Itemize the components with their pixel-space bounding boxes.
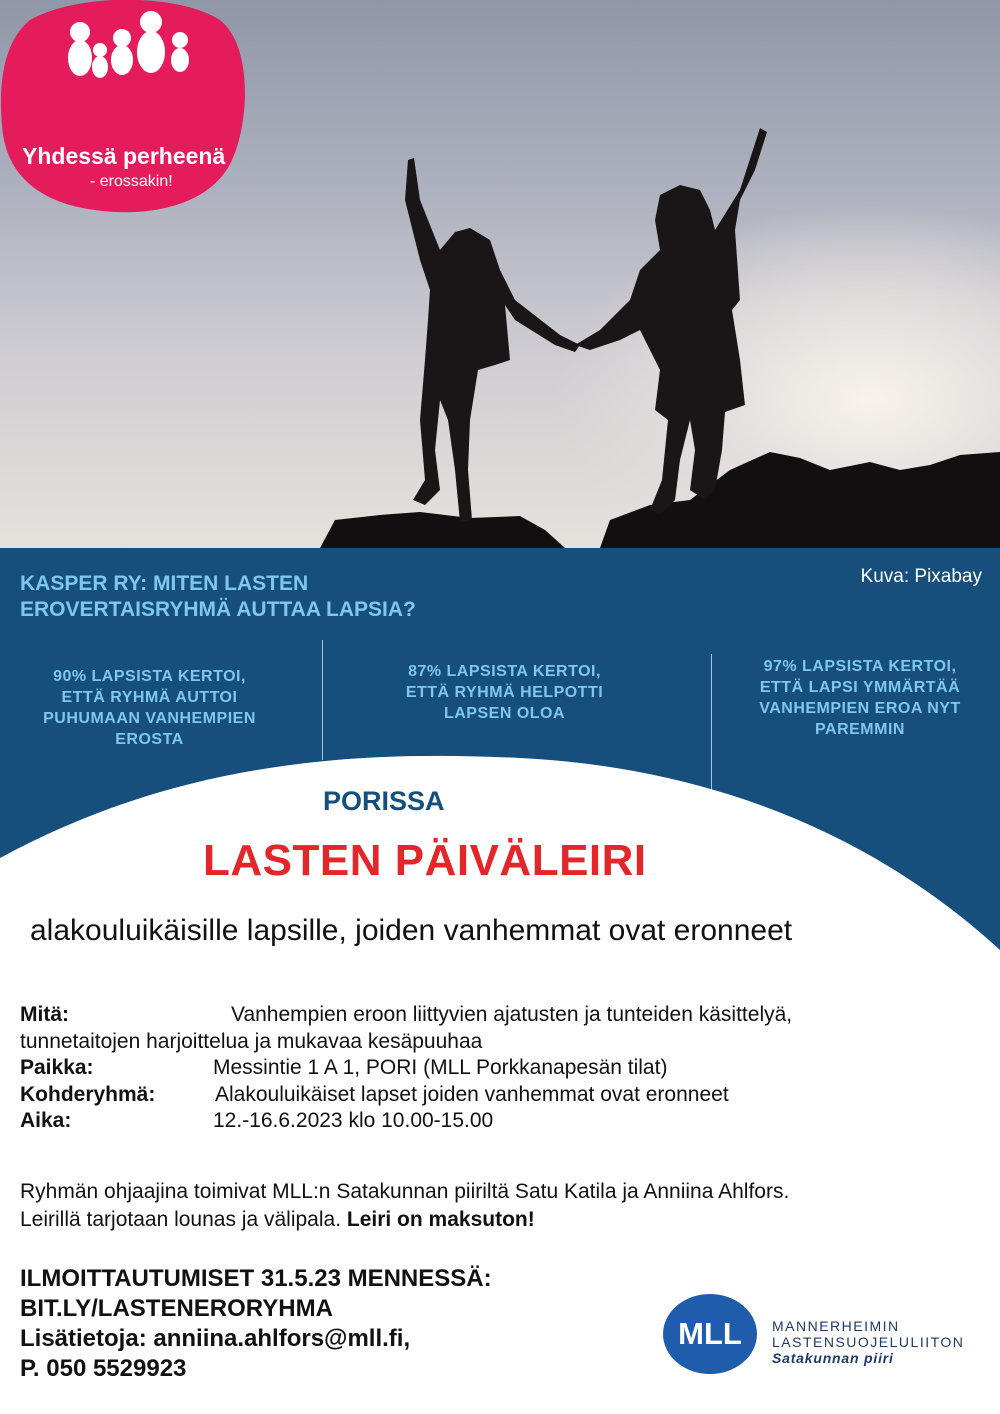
free-note: Leiri on maksuton! bbox=[346, 1208, 535, 1231]
what-label: Mitä: bbox=[20, 1003, 69, 1026]
event-title: LASTEN PÄIVÄLEIRI bbox=[203, 836, 647, 885]
mll-name-line1: MANNERHEIMIN bbox=[772, 1318, 900, 1334]
mll-district: Satakunnan piiri bbox=[772, 1350, 894, 1366]
stats-heading-line1: KASPER RY: MITEN LASTEN bbox=[20, 572, 309, 595]
target-line: alakouluikäisille lapsille, joiden vanhemmat ovat eronneet bbox=[30, 914, 793, 947]
badge-subtitle: - erossakin! bbox=[90, 173, 173, 190]
mll-name-line2: LASTENSUOJELULIITON bbox=[772, 1334, 965, 1350]
event-details bbox=[20, 1002, 980, 1135]
stats-heading bbox=[20, 571, 580, 623]
time-value: 12.-16.6.2023 klo 10.00-15.00 bbox=[213, 1109, 494, 1132]
registration-link[interactable]: BIT.LY/LASTENERORYHMA bbox=[20, 1295, 333, 1322]
place-label: Paikka: bbox=[20, 1056, 94, 1079]
leaders-line1: Ryhmän ohjaajina toimivat MLL:n Satakunnan piiriltä Satu Katila ja Anniina Ahlfors. bbox=[20, 1180, 790, 1203]
stat-3: 97% LAPSISTA KERTOI, ETTÄ LAPSI YMMÄRTÄÄ VANHEMPIEN EROA NYT PAREMMIN bbox=[759, 658, 961, 738]
what-value: Vanhempien eroon liittyvien ajatusten ja tunteiden käsittelyä, bbox=[231, 1003, 793, 1026]
hero-photo bbox=[0, 0, 1000, 548]
photo-credit: Kuva: Pixabay bbox=[860, 566, 982, 587]
registration-block bbox=[20, 1264, 492, 1384]
leaders-line2: Leirillä tarjotaan lounas ja välipala. bbox=[20, 1208, 347, 1231]
mll-name bbox=[772, 1318, 964, 1350]
time-label: Aika: bbox=[20, 1109, 72, 1132]
stat-2: 87% LAPSISTA KERTOI, ETTÄ RYHMÄ HELPOTTI LAPSEN OLOA bbox=[405, 663, 604, 722]
stat-1: 90% LAPSISTA KERTOI, ETTÄ RYHMÄ AUTTOI PUHUMAAN VANHEMPIEN EROSTA bbox=[43, 668, 256, 748]
leaders-paragraph bbox=[20, 1178, 980, 1234]
place-value: Messintie 1 A 1, PORI (MLL Porkkanapesän tilat) bbox=[213, 1056, 668, 1079]
stats-heading-line2: EROVERTAISRYHMÄ AUTTAA LAPSIA? bbox=[20, 598, 416, 621]
location-heading: PORISSA bbox=[323, 786, 445, 816]
registration-deadline: ILMOITTAUTUMISET 31.5.23 MENNESSÄ: bbox=[20, 1265, 492, 1292]
what-value-cont: tunnetaitojen harjoittelua ja mukavaa kesäpuuhaa bbox=[20, 1029, 483, 1053]
badge-title: Yhdessä perheenä bbox=[22, 143, 226, 169]
group-label: Kohderyhmä: bbox=[20, 1082, 156, 1106]
contact-email[interactable]: Lisätietoja: anniina.ahlfors@mll.fi, bbox=[20, 1325, 411, 1352]
contact-phone: P. 050 5529923 bbox=[20, 1355, 187, 1382]
group-value: Alakouluikäiset lapset joiden vanhemmat ovat eronneet bbox=[215, 1082, 729, 1106]
mll-logo: MLL bbox=[663, 1294, 757, 1374]
